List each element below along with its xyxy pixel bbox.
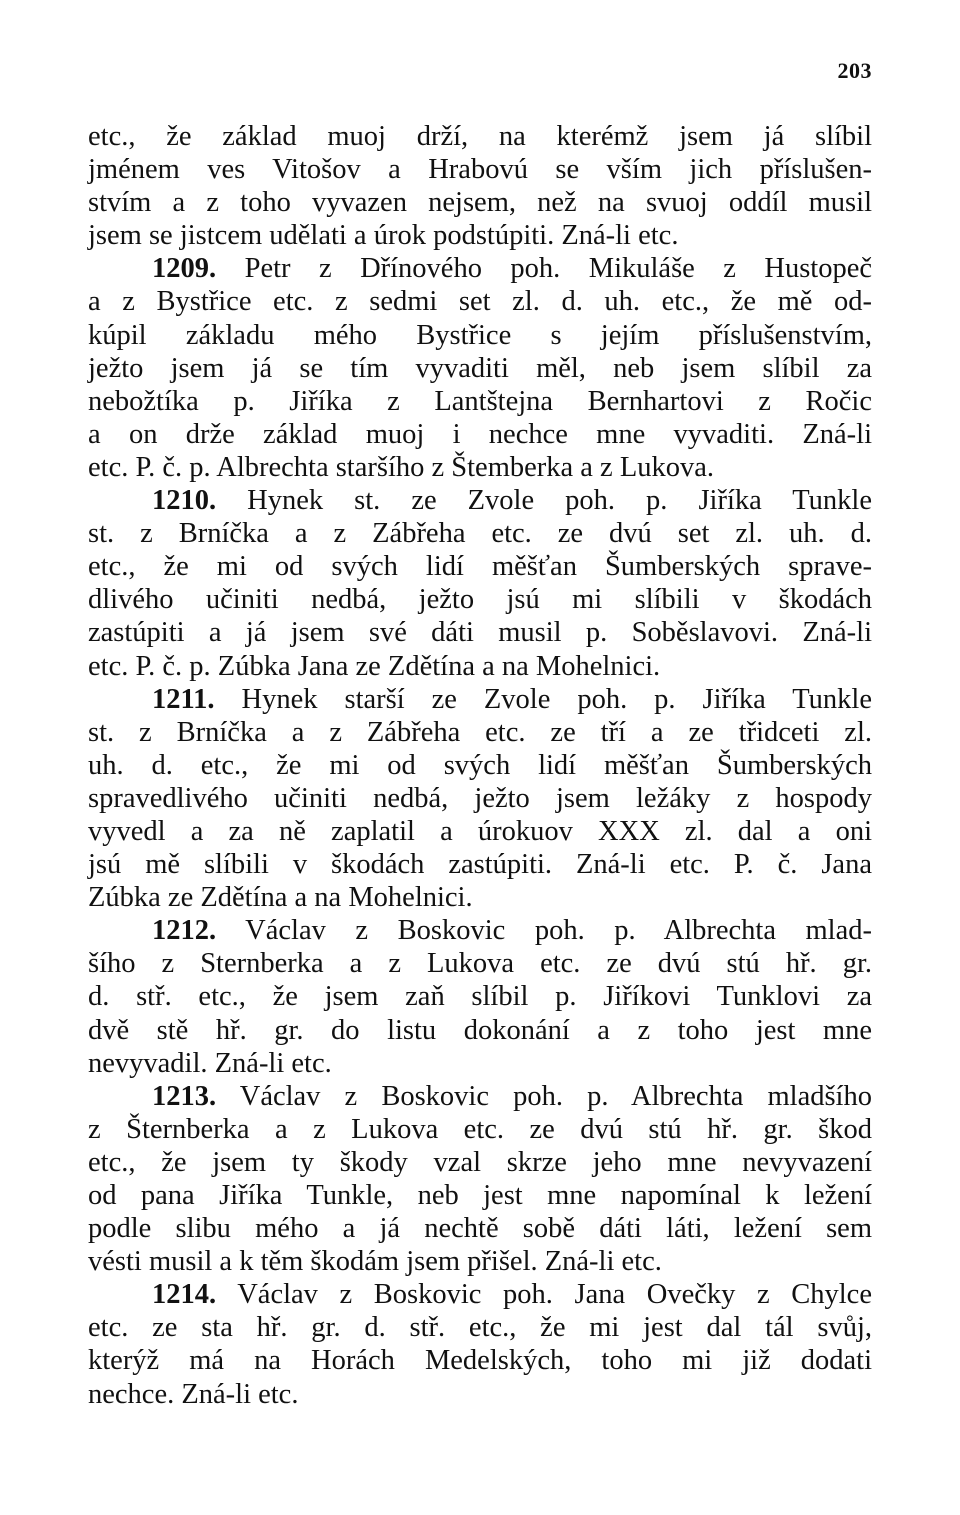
text-line: Zúbka ze Zdětína a na Mohelnici. [88,882,473,914]
text-line: nevyvadil. Zná-li etc. [88,1047,332,1079]
text-line: dlivého učiniti nedbá, ježto jsú mi slíbili v škodách [88,584,872,616]
text-line: etc., že základ muoj drží, na kterémž jsem já slíbil [88,121,872,152]
entry-text: Václav z Boskovic poh. p. Albrechta mladšího [239,1080,872,1112]
text-line: jsem se jistcem udělati a úrok podstúpiti. Zná-li etc. [88,220,679,252]
text-line: etc. P. č. p. Albrechta staršího z Štemberka a z Lukova. [88,451,715,483]
text-line: stvím a z toho vyvazen nejsem, než na svuoj oddíl musil [88,187,872,219]
text-line: ježto jsem já se tím vyvaditi měl, neb jsem slíbil za [88,352,872,384]
entry-text: Václav z Boskovic poh. p. Albrechta mlad- [245,915,872,947]
entry-1212 [88,914,872,1079]
text-line: nebožtíka p. Jiříka z Lantštejna Bernhartovi z Ročic [88,385,872,417]
text-line: jsú mě slíbili v škodách zastúpiti. Zná-li etc. P. č. Jana [88,849,872,881]
text-line: st. z Brníčka a z Zábřeha etc. ze tří a ze třidceti zl. [88,716,872,748]
text-line: z Šternberka a z Lukova etc. ze dvú stú hř. gr. škod [88,1113,872,1145]
entry-1214 [88,1278,872,1410]
entry-first-line [88,1278,872,1311]
text-line: a z Bystřice etc. z sedmi set zl. d. uh. etc., že mě od- [88,286,872,318]
text-line: jménem ves Vitošov a Hrabovú se vším jich příslušen- [88,154,872,186]
page-number: 203 [837,58,872,83]
entry-1209 [88,252,872,484]
entry-text: Václav z Boskovic poh. Jana Ovečky z Chylce [237,1279,872,1311]
text-line: etc., že mi od svých lidí měšťan Šumberských sprave- [88,551,872,583]
entry-first-line [88,252,872,285]
text-line: podle slibu mého a já nechtě sobě dáti láti, ležení sem [88,1213,872,1245]
text-line: etc., že jsem ty škody vzal skrze jeho mne nevyvazení [88,1146,872,1178]
text-line: kúpil základu mého Bystřice s jejím příslušenstvím, [88,319,872,351]
text-line: uh. d. etc., že mi od svých lidí měšťan Šumberských [88,749,872,781]
entry-number: 1212. [152,915,217,947]
entry-continuation [88,120,872,252]
entry-first-line [88,914,872,947]
entry-first-line [88,484,872,517]
text-line: a on drže základ muoj i nechce mne vyvaditi. Zná-li [88,418,872,450]
text-line: nechce. Zná-li etc. [88,1378,299,1410]
entry-first-line [88,1080,872,1113]
text-line: st. z Brníčka a z Zábřeha etc. ze dvú set zl. uh. d. [88,518,872,550]
text-line: kterýž má na Horách Medelských, toho mi již dodati [88,1345,872,1377]
entry-number: 1214. [152,1279,217,1311]
text-line: vyvedl a za ně zaplatil a úrokuov XXX zl. dal a oni [88,815,872,847]
text-line: od pana Jiříka Tunkle, neb jest mne napomínal k ležení [88,1180,872,1211]
entry-text: Petr z Dřínového poh. Mikuláše z Hustopeč [244,253,873,285]
text-line: vésti musil a k těm škodám jsem přišel. Zná-li etc. [88,1246,662,1278]
entry-1213 [88,1080,872,1279]
entry-text: Hynek st. ze Zvole poh. p. Jiříka Tunkle [247,485,873,517]
text-line: etc. P. č. p. Zúbka Jana ze Zdětína a na Mohelnici. [88,650,661,682]
entry-text: Hynek starší ze Zvole poh. p. Jiříka Tunkle [241,683,872,715]
entry-number: 1210. [152,485,217,517]
text-line: etc. ze sta hř. gr. d. stř. etc., že mi jest dal tál svůj, [88,1312,872,1344]
text-line: zastúpiti a já jsem své dáti musil p. Soběslavovi. Zná-li [88,617,872,649]
text-line: dvě stě hř. gr. do listu dokonání a z toho jest mne [88,1014,872,1046]
entry-first-line [88,683,872,716]
entry-number: 1213. [152,1080,217,1112]
text-line: d. stř. etc., že jsem zaň slíbil p. Jiříkovi Tunklovi za [88,981,872,1013]
entry-number: 1211. [152,683,215,715]
text-line: spravedlivého učiniti nedbá, ježto jsem ležáky z hospody [88,782,872,814]
entry-1211 [88,683,872,915]
text-body [88,120,872,1411]
entry-number: 1209. [152,253,217,285]
entry-1210 [88,484,872,683]
text-line: šího z Sternberka a z Lukova etc. ze dvú stú hř. gr. [88,948,872,980]
